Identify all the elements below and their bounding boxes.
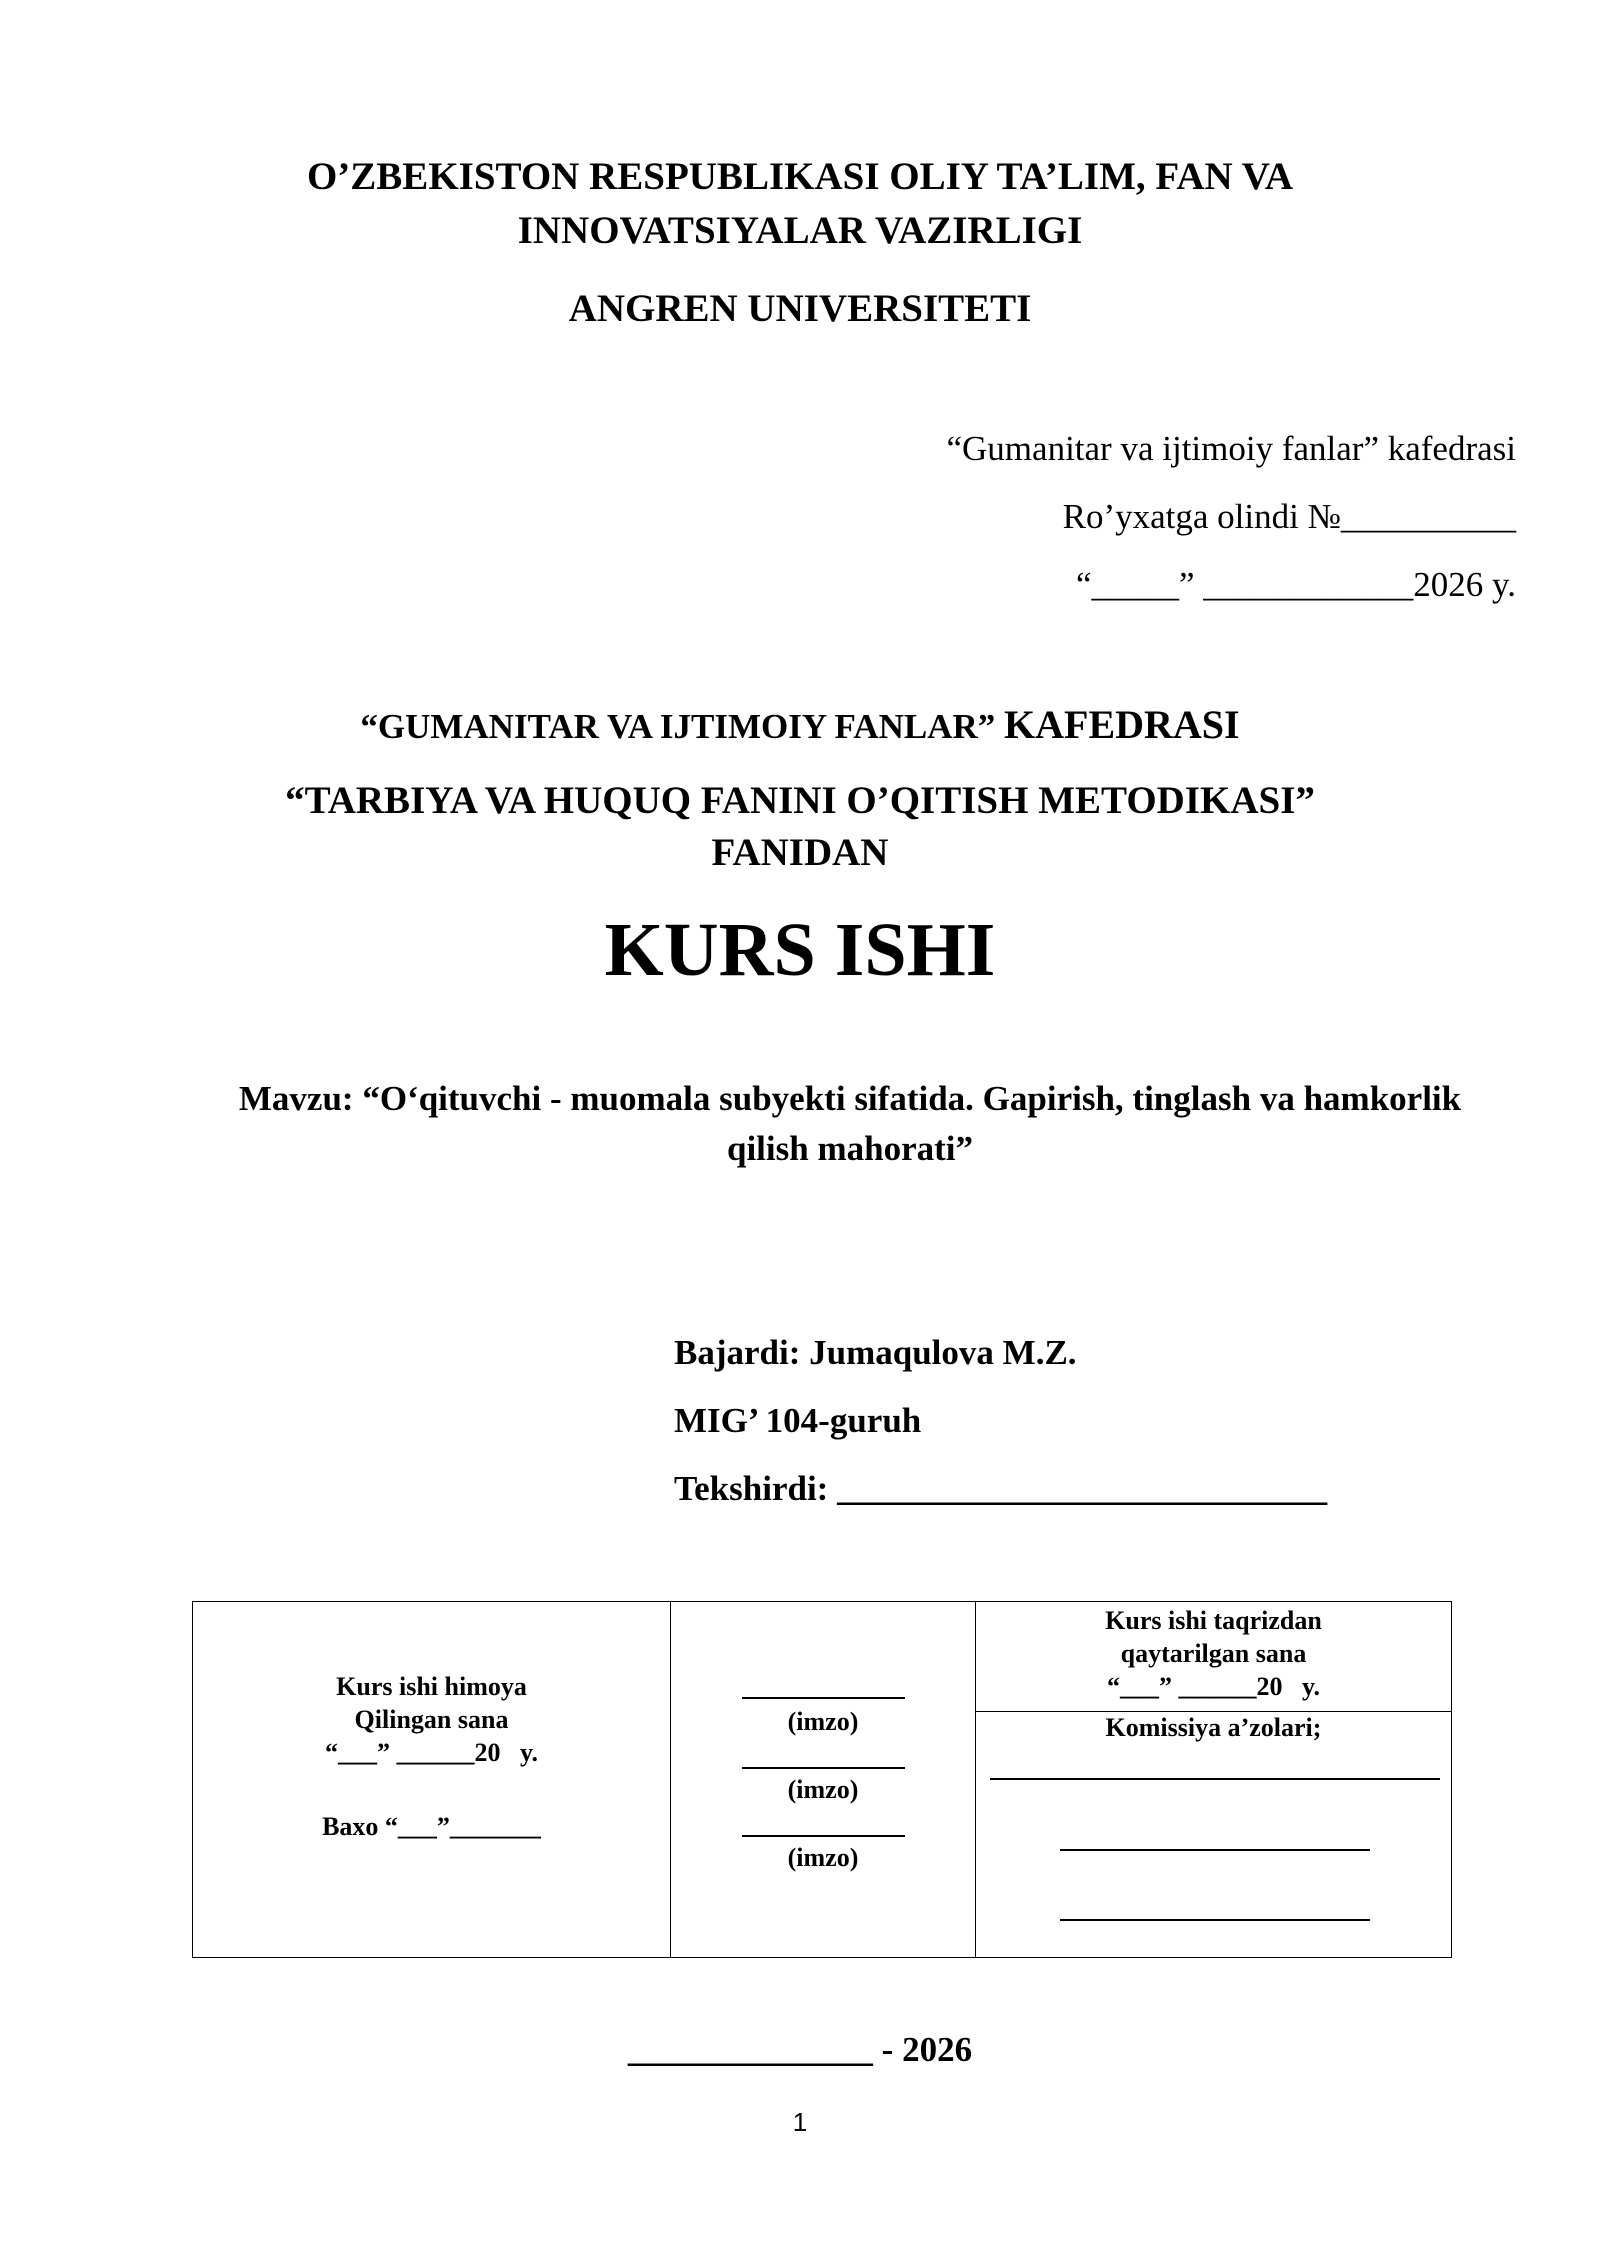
- university-name: ANGREN UNIVERSITETI: [568, 287, 1032, 330]
- kafedra-heading: [0, 700, 1600, 752]
- review-line-2: qaytarilgan sana: [1120, 1639, 1307, 1668]
- department-name: “Gumanitar va ijtimoiy fanlar” kafedrasi: [946, 429, 1516, 468]
- grade-line: Baxo “___”_______: [322, 1812, 541, 1841]
- defense-line-2: Qilingan sana: [354, 1705, 509, 1734]
- author-name: Bajardi: Jumaqulova M.Z.: [674, 1333, 1077, 1372]
- ministry-heading: [0, 150, 1600, 258]
- review-line-1: Kurs ishi taqrizdan: [1105, 1606, 1322, 1635]
- signature-line-2: [742, 1767, 905, 1769]
- commission-members: [976, 1709, 1451, 1957]
- page-number: 1: [792, 2107, 808, 2137]
- subject-line-1: “TARBIYA VA HUQUQ FANINI O’QITISH METODIKASI”: [285, 779, 1315, 822]
- footer-year: ______________ - 2026: [627, 2030, 973, 2069]
- checked-by: Tekshirdi: ____________________________: [674, 1469, 1328, 1508]
- review-return-date: [976, 1602, 1451, 1712]
- kafedra-word: KAFEDRASI: [1004, 702, 1240, 747]
- topic-line-2: qilish mahorati”: [726, 1129, 973, 1168]
- ministry-line-2: INNOVATSIYALAR VAZIRLIGI: [517, 209, 1083, 252]
- commission-line-3: [1060, 1919, 1370, 1921]
- signature-label-1: (imzo): [787, 1707, 859, 1736]
- commission-line-1: [990, 1778, 1440, 1780]
- review-cell: [976, 1602, 1451, 1957]
- registration-date: “_____” ____________2026 y.: [1075, 565, 1516, 604]
- signature-label-3: (imzo): [787, 1843, 859, 1872]
- subject-line-2: FANIDAN: [711, 831, 889, 874]
- signature-line-1: [742, 1697, 905, 1699]
- signatures-cell: [671, 1602, 976, 1957]
- topic-line-1: Mavzu: “O‘qituvchi - muomala subyekti sifatida. Gapirish, tinglash va hamkorlik: [238, 1079, 1462, 1118]
- defense-table: [192, 1601, 1452, 1958]
- defense-line-1: Kurs ishi himoya: [336, 1672, 527, 1701]
- ministry-line-1: O’ZBEKISTON RESPUBLIKASI OLIY TA’LIM, FAN VA: [306, 155, 1294, 198]
- review-date-line: “___” ______20 y.: [1106, 1672, 1321, 1701]
- defense-date-cell: [193, 1602, 671, 1957]
- topic: [185, 1074, 1515, 1174]
- commission-label: Komissiya a’zolari;: [1105, 1713, 1322, 1742]
- commission-line-2: [1060, 1849, 1370, 1851]
- registration-number: Ro’yxatga olindi №__________: [1062, 497, 1516, 536]
- subject-heading: [0, 775, 1600, 879]
- kafedra-prefix: “GUMANITAR VA IJTIMOIY FANLAR”: [360, 707, 1005, 746]
- signature-label-2: (imzo): [787, 1775, 859, 1804]
- document-type-title: KURS ISHI: [604, 908, 996, 992]
- group-name: MIG’ 104-guruh: [674, 1401, 922, 1440]
- signature-line-3: [742, 1835, 905, 1837]
- defense-date-line: “___” ______20 y.: [324, 1738, 539, 1767]
